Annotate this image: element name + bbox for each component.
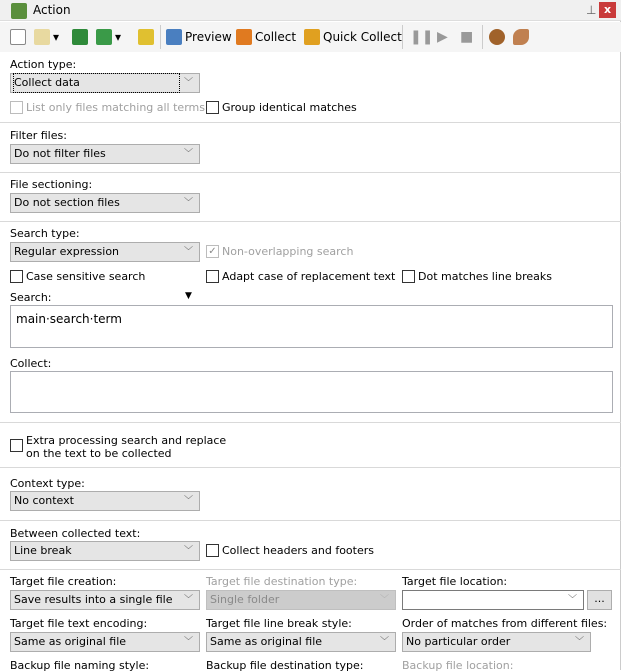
open-icon [34, 29, 50, 45]
collect-label: Collect [255, 30, 297, 44]
search-label: Search: [10, 291, 52, 304]
between-label: Between collected text: [10, 527, 141, 540]
target-encoding-label: Target file text encoding: [10, 617, 148, 630]
toolbar-divider [160, 25, 161, 49]
new-button[interactable] [10, 27, 26, 47]
quick-collect-button[interactable] [304, 27, 402, 47]
backup-location-label: Backup file location: [402, 659, 514, 672]
toolbar-divider [402, 25, 403, 49]
filter-files-select[interactable]: Do not filter files ﹀ [10, 144, 200, 164]
library-icon [96, 29, 112, 45]
collect-button[interactable] [236, 27, 296, 47]
save-button[interactable] [72, 27, 88, 47]
close-button[interactable]: x [599, 2, 616, 18]
context-type-select[interactable]: No context ﹀ [10, 491, 200, 511]
filter-files-label: Filter files: [10, 129, 67, 142]
search-type-label: Search type: [10, 227, 80, 240]
add-button[interactable] [138, 27, 154, 47]
owl-icon [489, 29, 505, 45]
play-button[interactable] [437, 27, 448, 47]
collect-icon [236, 29, 252, 45]
between-select[interactable]: Line break ﹀ [10, 541, 200, 561]
divider [0, 569, 621, 570]
panel-title: Action [33, 3, 71, 17]
target-encoding-select[interactable]: Same as original file ﹀ [10, 632, 200, 652]
search-type-select[interactable]: Regular expression ﹀ [10, 242, 200, 262]
group-identical-checkbox[interactable]: Group identical matches [206, 101, 357, 114]
dot-matches-checkbox[interactable]: Dot matches line breaks [402, 270, 552, 283]
target-creation-label: Target file creation: [10, 575, 117, 588]
backup-dest-label: Backup file destination type: [206, 659, 364, 672]
quick-collect-icon [304, 29, 320, 45]
browse-button[interactable]: ... [587, 590, 612, 610]
divider [0, 467, 621, 468]
adapt-case-checkbox[interactable]: Adapt case of replacement text [206, 270, 395, 283]
divider [0, 422, 621, 423]
open-button[interactable]: ▾ [34, 27, 59, 47]
context-type-label: Context type: [10, 477, 85, 490]
clipboard-icon [138, 29, 154, 45]
save-icon [72, 29, 88, 45]
list-only-checkbox[interactable]: List only files matching all terms [10, 101, 205, 114]
backup-naming-label: Backup file naming style: [10, 659, 150, 672]
stop-button[interactable] [460, 27, 473, 47]
quick-collect-label: Quick Collect [323, 30, 402, 44]
pause-button[interactable] [410, 27, 433, 47]
search-options-dropdown-icon[interactable]: ▼ [185, 291, 192, 301]
toolbar-divider [482, 25, 483, 49]
target-linebreak-select[interactable]: Same as original file ﹀ [206, 632, 396, 652]
target-linebreak-label: Target file line break style: [206, 617, 352, 630]
stop-icon: ■ [460, 29, 474, 45]
preview-icon [166, 29, 182, 45]
divider [0, 520, 621, 521]
search-input[interactable]: main·search·term [10, 305, 613, 348]
file-sectioning-label: File sectioning: [10, 178, 93, 191]
action-type-label: Action type: [10, 58, 77, 71]
target-dest-type-label: Target file destination type: [206, 575, 358, 588]
target-location-label: Target file location: [402, 575, 508, 588]
library-button[interactable]: ▾ [96, 27, 121, 47]
pause-icon: ❚❚ [410, 29, 434, 45]
file-sectioning-select[interactable]: Do not section files ﹀ [10, 193, 200, 213]
collect-input[interactable] [10, 371, 613, 413]
help-button[interactable] [489, 27, 505, 47]
toolbar [0, 22, 621, 52]
order-select[interactable]: No particular order ﹀ [402, 632, 591, 652]
extra-processing-checkbox[interactable]: Extra processing search and replace on the text to be collected [10, 434, 226, 460]
edit-button[interactable] [513, 27, 529, 47]
divider [0, 221, 621, 222]
non-overlapping-checkbox[interactable]: ✓ Non-overlapping search [206, 245, 353, 258]
new-icon [10, 29, 26, 45]
action-type-select[interactable]: Collect data ﹀ [10, 73, 200, 93]
preview-button[interactable] [166, 27, 232, 47]
divider [0, 172, 621, 173]
order-label: Order of matches from different files: [402, 617, 608, 630]
case-sensitive-checkbox[interactable]: Case sensitive search [10, 270, 145, 283]
play-icon: ▶ [437, 29, 448, 45]
target-location-input[interactable]: ﹀ [402, 590, 584, 610]
target-creation-select[interactable]: Save results into a single file ﹀ [10, 590, 200, 610]
preview-label: Preview [185, 30, 232, 44]
feather-icon [513, 29, 529, 45]
target-dest-type-select[interactable]: Single folder ﹀ [206, 590, 396, 610]
divider [0, 122, 621, 123]
title-bar [0, 0, 621, 21]
pin-icon[interactable]: ⊥ [586, 3, 597, 17]
collect-label: Collect: [10, 357, 52, 370]
headers-footers-checkbox[interactable]: Collect headers and footers [206, 544, 374, 557]
action-icon [11, 3, 27, 19]
